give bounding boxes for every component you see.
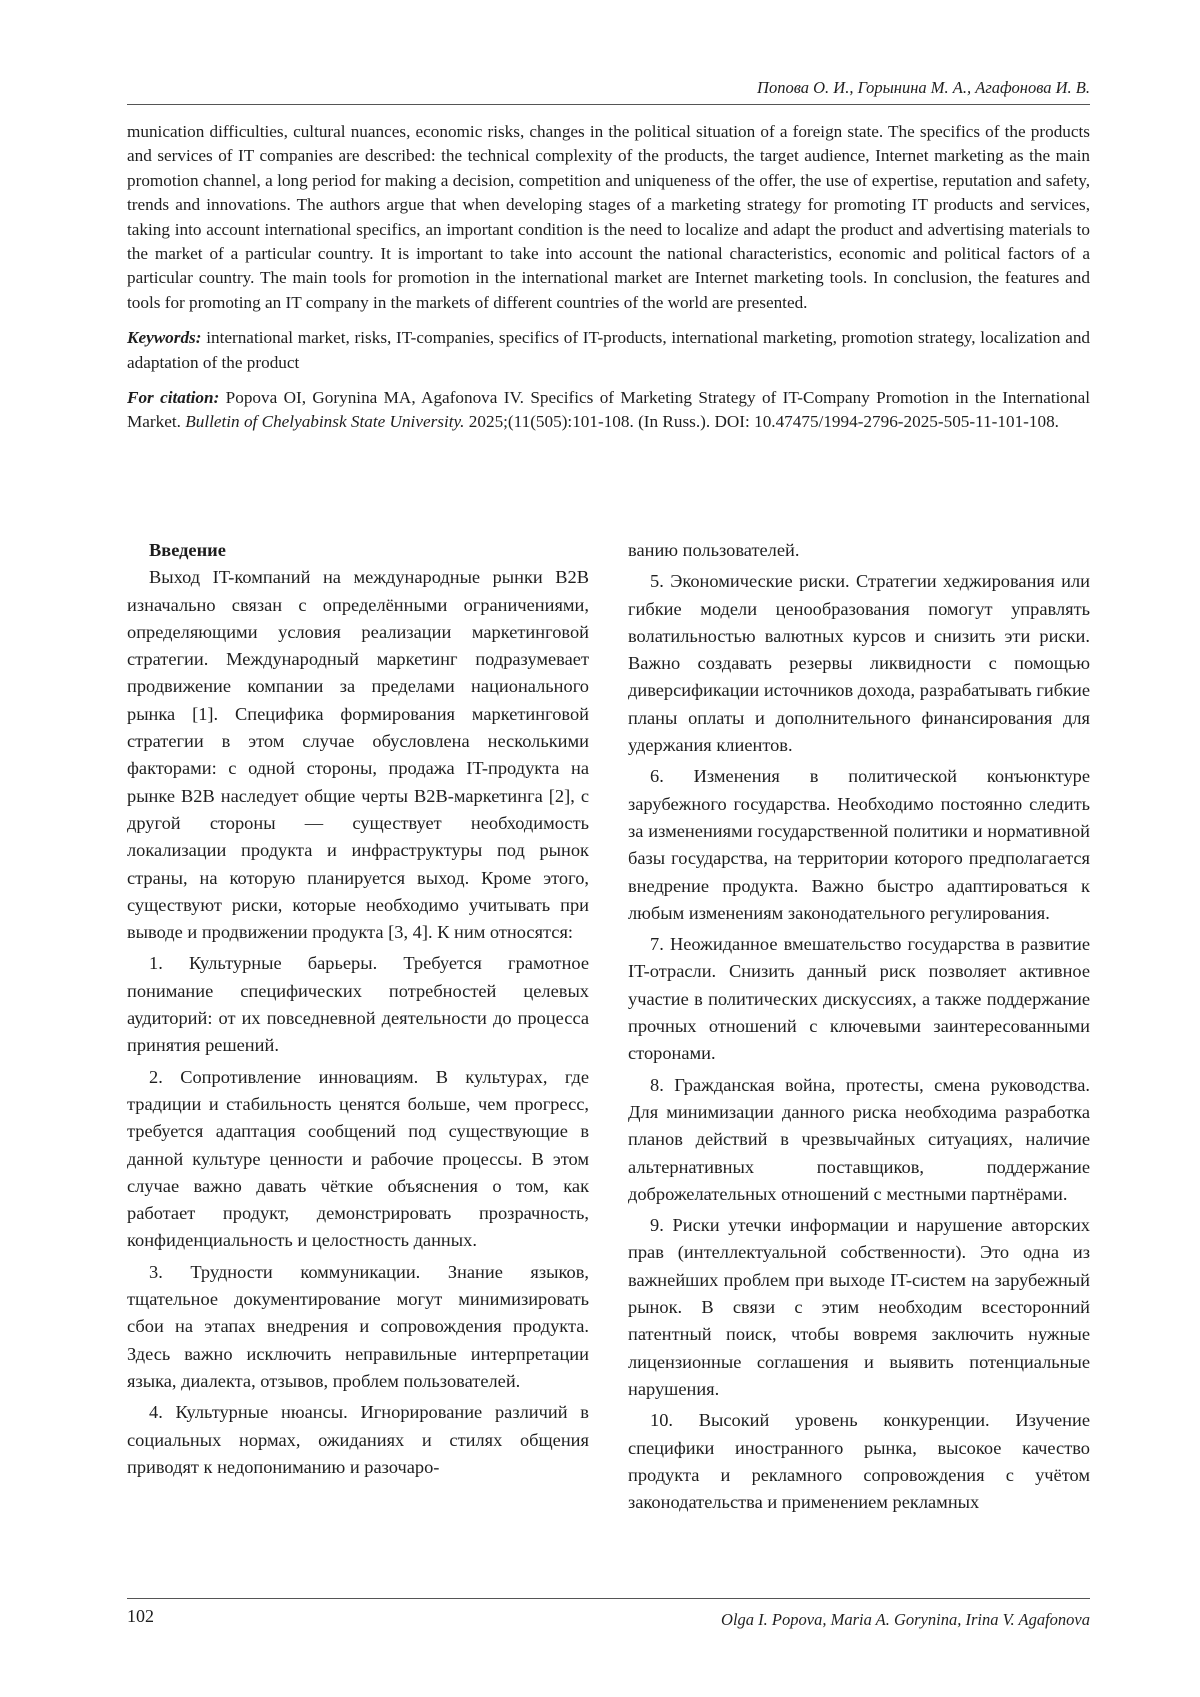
list-item: 2. Сопротивление инновациям. В культурах, где традиции и стабильность ценятся больше, чем прогресс, требуется адаптация сообщений под существующие в данной культуре ценности и рабочие процессы. В этом случае важно давать чёткие объяснения о том, как работает продукт, демонстрировать прозрачность, конфиденциальность и целостность данных. (127, 1066, 589, 1251)
citation-authors: Popova OI, Gorynina MA, Agafonova IV. Specifics of Marketing Strategy of IT-Company Promotion in the International Market. (127, 388, 1091, 432)
running-head: Попова О. И., Горынина М. А., Агафонова И. В. (127, 78, 1090, 105)
page-number: 102 (127, 1606, 154, 1626)
list-item: 4. Культурные нюансы. Игнорирование различий в социальных нормах, ожиданиях и стилях общения приводят к недопониманию и разочаро- (127, 1402, 589, 1477)
footer-rule (127, 1598, 1090, 1599)
keywords-label: Keywords: (127, 328, 202, 348)
list-item: 1. Культурные барьеры. Требуется грамотное понимание специфических потребностей целевых аудиторий: от их повседневной деятельности до процесса принятия решений. (127, 953, 589, 1056)
list-item: 7. Неожиданное вмешательство государства в развитие IT-отрасли. Снизить данный риск позволяет активное участие в политических дискуссиях, а также поддержание прочных отношений с ключевыми заинтересованными сторонами. (628, 934, 1090, 1064)
paragraph-continuation: ванию пользователей. (628, 540, 800, 560)
citation-label: For citation: (127, 388, 220, 408)
citation-journal: Bulletin of Chelyabinsk State University. (185, 412, 465, 432)
keywords-text: international market, risks, IT-companies, specifics of IT-products, international marketing, promotion strategy, localization and adaptation of the product (127, 328, 1091, 372)
paragraph: Выход IT-компаний на международные рынки B2B изначально связан с определёнными ограничениями, определяющими условия реализации маркетинговой стратегии. Международный маркетинг подразумевает продвижение компании за пределами национального рынка [1]. Специфика формирования маркетинговой стратегии в этом случае обусловлена несколькими факторами: с одной стороны, продажа IT-продукта на рынке B2B наследует общие черты B2B-маркетинга [2], с другой стороны — существует необходимость локализации продукта и инфраструктуры под рынок страны, на которую планируется выход. Кроме этого, существуют риски, которые необходимо учитывать при выводе и продвижении продукта [3, 4]. К ним относятся: (127, 567, 589, 943)
citation-rest: 2025;(11(505):101-108. (In Russ.). DOI: 10.47475/1994-2796-2025-505-11-101-108. (468, 412, 1059, 432)
list-item: 3. Трудности коммуникации. Знание языков, тщательное документирование могут минимизировать сбои на этапах внедрения и сопровождения продукта. Здесь важно исключить неправильные интерпретации языка, диалекта, отзывов, проблем пользователей. (127, 1261, 589, 1391)
list-item: 6. Изменения в политической конъюнктуре зарубежного государства. Необходимо постоянно следить за изменениями государственной политики и нормативной базы государства, на территории которого предполагается внедрение продукта. Важно быстро адаптироваться к любым изменениям законодательного регулирования. (628, 766, 1090, 923)
abstract-block (127, 120, 1090, 435)
abstract-text: munication difficulties, cultural nuances, economic risks, changes in the political situation of a foreign state. The specifics of the products and services of IT companies are described: the technical complexity of the products, the target audience, Internet marketing as the main promotion channel, a long period for making a decision, competition and uniqueness of the offer, the use of expertise, reputation and safety, trends and innovations. The authors argue that when developing stages of a marketing strategy for promoting IT products and services, taking into account international specifics, an important condition is the need to localize and adapt the product and advertising materials to the market of a particular country. It is important to take into account the national characteristics, economic and political factors of a particular country. The main tools for promotion in the international market are Internet marketing tools. In conclusion, the features and tools for promoting an IT company in the markets of different countries of the world are presented. (127, 122, 1090, 312)
list-item: 10. Высокий уровень конкуренции. Изучение специфики иностранного рынка, высокое качество продукта и рекламного сопровождения с учётом законодательства и применением рекламных (628, 1410, 1090, 1513)
right-column (628, 537, 1090, 1516)
footer-authors: Olga I. Popova, Maria A. Gorynina, Irina V. Agafonova (721, 1610, 1090, 1629)
list-item: 5. Экономические риски. Стратегии хеджирования или гибкие модели ценообразования помогут управлять волатильностью валютных курсов и снизить эти риски. Важно создавать резервы ликвидности с помощью диверсификации источников дохода, разрабатывать гибкие планы оплаты и дополнительного финансирования для удержания клиентов. (628, 571, 1090, 756)
section-heading: Введение (149, 540, 226, 560)
keywords (127, 326, 1090, 375)
citation (127, 386, 1090, 435)
left-column (127, 537, 589, 1481)
list-item: 9. Риски утечки информации и нарушение авторских прав (интеллектуальной собственности). Это одна из важнейших проблем при выходе IT-систем на зарубежный рынок. В связи с этим необходим всесторонний патентный поиск, чтобы вовремя заключить нужные лицензионные соглашения и выявить потенциальные нарушения. (628, 1215, 1090, 1399)
list-item: 8. Гражданская война, протесты, смена руководства. Для минимизации данного риска необходима разработка планов действий в чрезвычайных ситуациях, наличие альтернативных поставщиков, поддержание доброжелательных отношений с местными партнёрами. (628, 1074, 1090, 1204)
